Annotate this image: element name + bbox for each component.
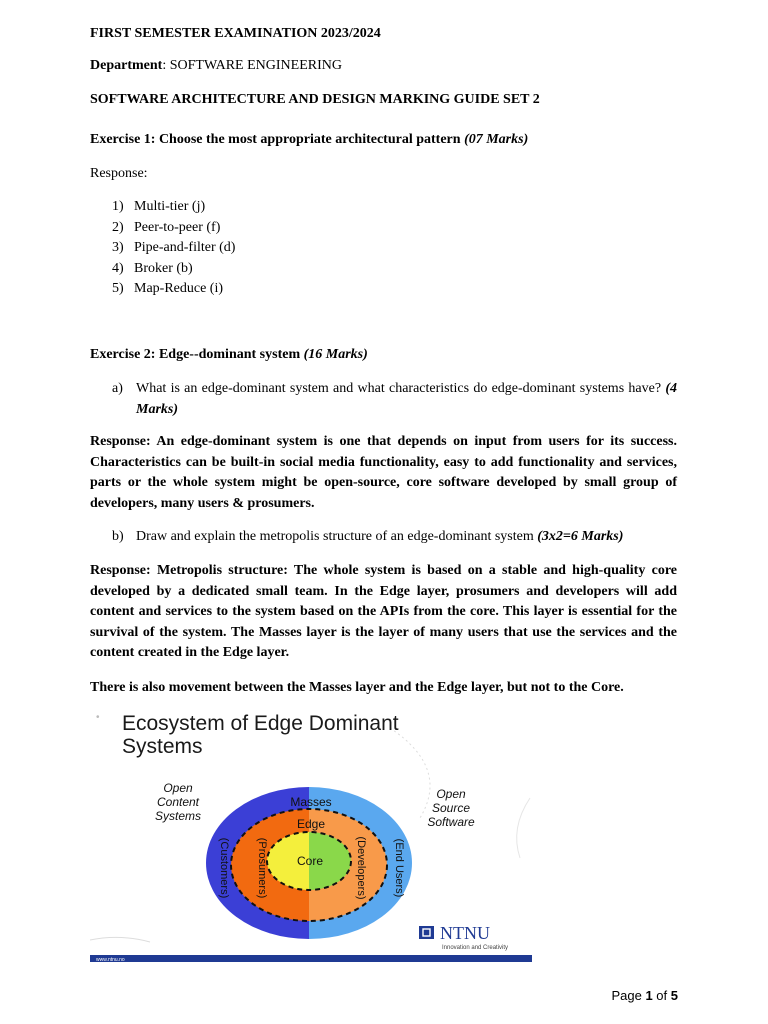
list-number: 3)	[112, 240, 124, 256]
question-b-body	[112, 527, 677, 548]
answer-text: Multi-tier (j)	[134, 199, 206, 214]
response-b: Response: Metropolis structure: The whole system is based on a stable and high-quality core developed by a dedicated small team. In the Edge layer, prosumers and developers will add content and services to the system based on the APIs from the core. This layer is essential for the survival of the system. The Masses layer is the layer of many users that use the services and the content created in the Edge layer.	[90, 563, 677, 661]
end-users-label: (End Users)	[393, 838, 405, 898]
guide-title: SOFTWARE ARCHITECTURE AND DESIGN MARKING GUIDE SET 2	[90, 92, 540, 107]
decorative-curve	[390, 728, 430, 818]
department-label: Department	[90, 58, 163, 73]
department-line	[90, 56, 342, 76]
question-b-marks: (3x2=6 Marks)	[537, 529, 624, 544]
answer-text: Peer-to-peer (f)	[134, 219, 221, 235]
answer-text: Pipe-and-filter (d)	[134, 240, 236, 256]
question-a-label: a)	[112, 381, 123, 396]
question-a-body	[112, 379, 677, 420]
exercise1-response-label: Response:	[90, 166, 148, 181]
ntnu-tagline: Innovation and Creativity	[442, 945, 509, 951]
response-a: Response: An edge-dominant system is one that depends on input from users for its success. Characteristics can be built-in social media functionality, easy to add functionality and services, parts or the whole system might be open-source, core software developed by small group of developers, many users & prosumers.	[90, 434, 677, 511]
exercise2-marks: (16 Marks)	[303, 347, 368, 362]
prosumers-label: (Prosumers)	[256, 837, 268, 899]
masses-label: Masses	[290, 795, 332, 809]
ntnu-logo	[419, 923, 508, 951]
of-word: of	[652, 988, 671, 1003]
list-number: 2)	[112, 219, 124, 235]
label-line: Source	[431, 801, 471, 815]
core-label: Core	[296, 854, 324, 868]
list-item	[112, 259, 235, 280]
developers-label: (Developers)	[355, 836, 367, 900]
slide-footer-url: www.ntnu.no	[96, 957, 125, 963]
list-item	[112, 238, 235, 259]
list-number: 5)	[112, 281, 124, 297]
list-item	[112, 218, 235, 239]
decorative-curve	[90, 937, 150, 942]
movement-note: There is also movement between the Masses layer and the Edge layer, but not to the Core.	[90, 680, 624, 695]
ntnu-logo-mark	[419, 926, 434, 939]
exercise1-answer-list	[112, 197, 235, 300]
decorative-curve	[517, 798, 530, 858]
exercise1-title: Exercise 1: Choose the most appropriate architectural pattern	[90, 132, 465, 147]
page-footer	[611, 988, 678, 1003]
answer-text: Map-Reduce (i)	[134, 281, 224, 297]
exercise1-heading	[90, 130, 528, 150]
department-sep: :	[162, 58, 167, 73]
label-line: Systems	[154, 809, 202, 823]
page-word: Page	[611, 988, 646, 1003]
list-number: 4)	[112, 260, 124, 276]
edge-dominant-ecosystem-diagram	[90, 708, 536, 966]
question-b-text: Draw and explain the metropolis structure of an edge-dominant system	[136, 529, 538, 544]
label-line: Content	[156, 795, 200, 809]
label-line: Software	[427, 815, 475, 829]
ntnu-logo-text: NTNU	[440, 923, 490, 943]
customers-label: (Customers)	[218, 837, 230, 899]
list-item	[112, 197, 235, 218]
question-a-text: What is an edge-dominant system and what characteristics do edge-dominant systems have?	[136, 381, 666, 396]
exercise2-title: Exercise 2: Edge--dominant system	[90, 347, 304, 362]
page-total: 5	[670, 988, 678, 1003]
slide-footer-bar	[90, 955, 532, 962]
question-a-marks: (4 Marks)	[136, 381, 677, 417]
edge-label: Edge	[296, 817, 326, 831]
label-line: Open	[436, 787, 466, 801]
diagram-title-line2: Systems	[122, 735, 203, 758]
diagram-title-line1: Ecosystem of Edge Dominant	[122, 712, 399, 735]
list-number: 1)	[112, 199, 124, 214]
question-b	[112, 527, 677, 548]
list-item	[112, 279, 235, 300]
exam-title: FIRST SEMESTER EXAMINATION 2023/2024	[90, 26, 381, 41]
open-content-systems-label	[155, 781, 201, 823]
question-b-label: b)	[112, 529, 124, 544]
open-source-software-label	[427, 787, 475, 829]
decorative-mark: •	[96, 712, 100, 723]
exercise2-heading	[90, 345, 368, 365]
exercise1-marks: (07 Marks)	[464, 132, 529, 147]
department-value: SOFTWARE ENGINEERING	[166, 58, 342, 73]
label-line: Open	[163, 781, 193, 795]
answer-text: Broker (b)	[134, 260, 193, 276]
question-a	[112, 379, 677, 420]
page-number: 1	[645, 988, 653, 1003]
